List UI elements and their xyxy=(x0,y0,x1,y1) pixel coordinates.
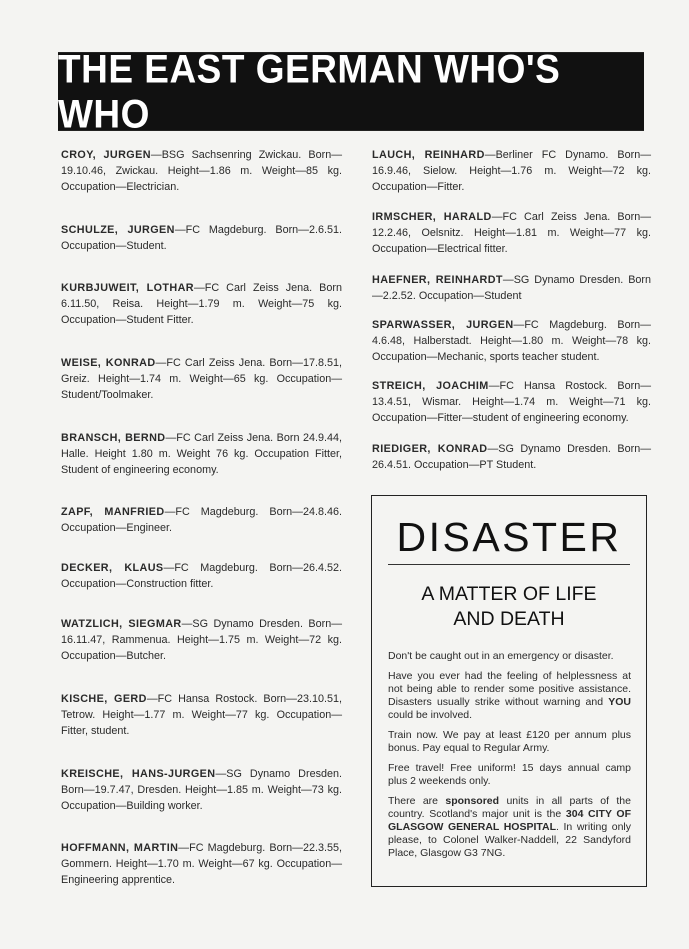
player-details: —FC Carl Zeiss Jena. Born—12.2.46, Oelsnitz. Height—1.81 m. Weight—77 kg. Occupation—Electrical fitter. xyxy=(372,211,651,255)
player-entry xyxy=(372,441,651,473)
advert-subtitle-line: AND DEATH xyxy=(453,608,565,630)
player-name: HAEFNER, REINHARDT xyxy=(372,274,503,286)
player-details: —SG Dynamo Dresden. Born—16.11.47, Rammenua. Height—1.75 m. Weight—72 kg. Occupation—Butcher. xyxy=(61,618,342,662)
player-details: —FC Hansa Rostock. Born—23.10.51, Tetrow. Height—1.77 m. Weight—77 kg. Occupation—Fitter, student. xyxy=(61,693,343,737)
advert-emphasis: sponsored xyxy=(445,795,500,807)
player-name: RIEDIGER, KONRAD xyxy=(372,443,488,455)
page-title: THE EAST GERMAN WHO'S WHO xyxy=(58,52,644,131)
player-name: SPARWASSER, JURGEN xyxy=(372,319,514,331)
advert-text: could be involved. xyxy=(388,709,473,721)
player-details: —FC Magdeburg. Born—26.4.52. Occupation—Construction fitter. xyxy=(61,562,343,590)
player-entry xyxy=(61,616,342,664)
player-details: —FC Magdeburg. Born—4.6.48, Halberstadt. Height—1.80 m. Weight—78 kg. Occupation—Mechanic, sports teacher student. xyxy=(372,319,651,363)
disaster-advert xyxy=(371,495,647,887)
player-entry xyxy=(372,378,651,426)
advert-paragraph xyxy=(388,795,631,860)
player-entry xyxy=(61,840,342,888)
player-entry xyxy=(61,504,342,536)
advert-text: There are xyxy=(388,795,446,807)
player-entry xyxy=(61,280,342,328)
advert-title: DISASTER xyxy=(396,514,622,560)
advert-paragraph xyxy=(388,670,631,722)
player-entry xyxy=(61,355,342,403)
advert-paragraph: Free travel! Free uniform! 15 days annual camp plus 2 weekends only. xyxy=(388,762,631,787)
player-details: —SG Dynamo Dresden. Born—2.2.52. Occupation—Student xyxy=(372,274,651,302)
player-details: —SG Dynamo Dresden. Born—19.7.47, Dresden. Height—1.85 m. Weight—73 kg. Occupation—Building worker. xyxy=(61,768,342,812)
player-details: —Berliner FC Dynamo. Born—16.9.46, Sielow. Height—1.76 m. Weight—72 kg. Occupation—Fitter. xyxy=(372,149,651,193)
advert-text: Have you ever had the feeling of helplessness at not being able to render some positive assistance. Disasters usually strike without warning and xyxy=(388,670,631,708)
player-details: —FC Magdeburg. Born—2.6.51. Occupation—Student. xyxy=(61,224,342,252)
advert-subtitle xyxy=(372,582,646,632)
player-name: DECKER, KLAUS xyxy=(61,562,164,574)
advert-emphasis: YOU xyxy=(608,696,631,708)
advert-paragraph: Don't be caught out in an emergency or disaster. xyxy=(388,650,614,662)
player-name: KURBJUWEIT, LOTHAR xyxy=(61,282,194,294)
player-entry xyxy=(372,272,651,304)
player-details: —FC Carl Zeiss Jena. Born 24.9.44, Halle. Height 1.80 m. Weight 76 kg. Occupation Fitter, Student of engineering economy. xyxy=(61,432,342,476)
player-name: HOFFMANN, MARTIN xyxy=(61,842,179,854)
player-entry xyxy=(61,560,342,592)
player-entry xyxy=(372,209,651,257)
player-name: STREICH, JOACHIM xyxy=(372,380,489,392)
player-name: IRMSCHER, HARALD xyxy=(372,211,492,223)
advert-subtitle-line: A MATTER OF LIFE xyxy=(421,583,597,605)
player-details: —FC Magdeburg. Born—24.8.46. Occupation—Engineer. xyxy=(61,506,343,534)
player-entry xyxy=(372,317,651,365)
player-details: —FC Hansa Rostock. Born—13.4.51, Wismar. Height—1.74 m. Weight—71 kg. Occupation—Fitter—student of engineering economy. xyxy=(372,380,651,424)
player-details: —FC Magdeburg. Born—22.3.55, Gommern. Height—1.70 m. Weight—67 kg. Occupation—Engineering apprentice. xyxy=(61,842,343,886)
player-name: CROY, JURGEN xyxy=(61,149,151,161)
player-name: WATZLICH, SIEGMAR xyxy=(61,618,182,630)
player-details: —FC Carl Zeiss Jena. Born 6.11.50, Reisa. Height—1.79 m. Weight—75 kg. Occupation—Student Fitter. xyxy=(61,282,342,326)
advert-divider xyxy=(388,564,630,565)
player-name: ZAPF, MANFRIED xyxy=(61,506,165,518)
advert-paragraph: Train now. We pay at least £120 per annum plus bonus. Pay equal to Regular Army. xyxy=(388,729,631,754)
player-entry xyxy=(61,766,342,814)
player-name: SCHULZE, JURGEN xyxy=(61,224,175,236)
advert-text: . In writing only please, to Colonel Walker-Naddell, 22 Sandyford Place, Glasgow G3 7NG. xyxy=(388,821,632,859)
player-entry xyxy=(61,147,342,195)
advert-text: units in all parts of the country. Scotland's major unit is the xyxy=(388,795,631,820)
advert-emphasis: 304 CITY OF GLASGOW GENERAL HOSPITAL xyxy=(388,808,631,833)
player-name: BRANSCH, BERND xyxy=(61,432,166,444)
player-details: —FC Carl Zeiss Jena. Born—17.8.51, Greiz. Height—1.74 m. Weight—65 kg. Occupation—Student/Toolmaker. xyxy=(61,357,342,401)
player-details: —BSG Sachsenring Zwickau. Born—19.10.46, Zwickau. Height—1.86 m. Weight—85 kg. Occupation—Electrician. xyxy=(61,149,342,193)
advert-body xyxy=(388,650,631,867)
player-details: —SG Dynamo Dresden. Born—26.4.51. Occupation—PT Student. xyxy=(372,443,651,471)
player-name: WEISE, KONRAD xyxy=(61,357,156,369)
player-name: LAUCH, REINHARD xyxy=(372,149,485,161)
player-entry xyxy=(61,691,342,739)
player-name: KISCHE, GERD xyxy=(61,693,147,705)
player-entry xyxy=(61,222,342,254)
player-entry xyxy=(372,147,651,195)
player-name: KREISCHE, HANS-JURGEN xyxy=(61,768,216,780)
player-entry xyxy=(61,430,342,478)
